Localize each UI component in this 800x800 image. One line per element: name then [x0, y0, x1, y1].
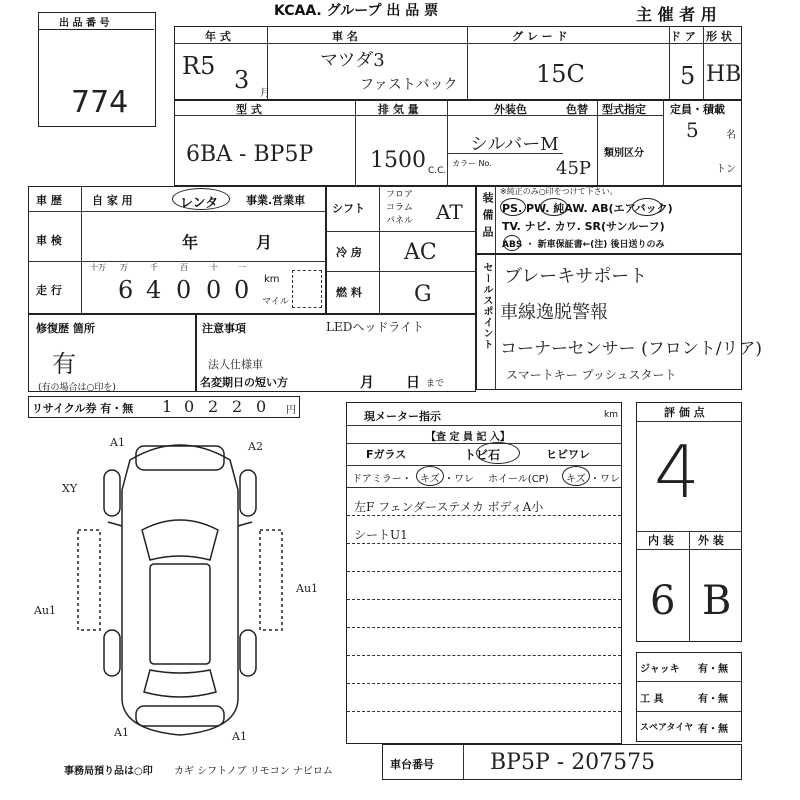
car-windshield: [142, 520, 218, 560]
mileage-digit-3: 0: [176, 276, 192, 304]
color-change: 色替: [566, 103, 588, 116]
car-name-1: マツダ3: [320, 50, 385, 71]
lot-number-box: [38, 12, 156, 127]
grade-label: グ レ ー ド: [512, 30, 568, 43]
recycle-digit-3: 2: [208, 397, 219, 416]
jack-label: ジャッキ: [640, 664, 680, 675]
cc-unit: C.C.: [428, 166, 447, 176]
class-label: 類別区分: [604, 148, 644, 159]
shape-label: 形 状: [706, 30, 732, 43]
sales-point-1: ブレーキサポート: [504, 266, 648, 287]
own-use: 自 家 用: [92, 194, 133, 207]
right-side-panel: [260, 530, 282, 630]
car-roof: [150, 564, 210, 664]
tobi-label: トビ石: [464, 448, 501, 462]
name-change-label: 名変期日の短い方: [200, 376, 288, 389]
inspection-comment-2: シートU1: [354, 528, 408, 542]
unit-100: 百: [180, 263, 188, 272]
shift-label: シフト: [332, 202, 365, 215]
color-no-label: カラー No.: [452, 159, 492, 168]
recycle-label: リサイクル券 有・無: [32, 402, 134, 415]
abs-circle: [503, 235, 521, 251]
wheel-ware: ・ワレ: [590, 474, 620, 485]
unit-10k: 万: [120, 263, 128, 272]
lot-number: 774: [71, 85, 129, 120]
model-label: 型 式: [236, 103, 262, 116]
mileage-digit-5: 0: [234, 276, 250, 304]
mileage-label: 走 行: [36, 284, 62, 297]
equipment-line-1: PS. PW. 純AW. AB(エアバック): [502, 202, 673, 215]
mirror-kizu-circle: [416, 466, 444, 486]
unit-1: 一: [238, 263, 246, 272]
mileage-digit-1: 6: [118, 276, 134, 304]
mirror-ware: ・ワレ: [444, 474, 474, 485]
year-label: 年 式: [205, 30, 231, 43]
sales-point-label: セールスポイント: [481, 262, 492, 350]
mirror-label: ドアミラー・: [352, 474, 412, 485]
right-front-wheel: [240, 470, 256, 516]
door-label: ド ア: [670, 30, 696, 43]
mileage-digit-2: 4: [146, 276, 162, 304]
notes-until: まで: [426, 379, 445, 389]
left-side-panel: [78, 530, 100, 630]
mark-a1-front: A1: [110, 436, 125, 449]
designation-label: 型式指定: [602, 103, 646, 116]
sales-point-2: 車線逸脱警報: [500, 302, 608, 323]
interior-label: 内 装: [648, 534, 674, 547]
shift-column: コラム: [386, 203, 413, 213]
notes-led: LEDヘッドライト: [326, 320, 424, 334]
recycle-unit: 円: [286, 405, 296, 416]
wheel-kizu: キズ: [566, 474, 586, 485]
inspection-comment-1: 左F フェンダーステメカ ボディA小: [354, 500, 544, 514]
exterior-label: 外 装: [698, 534, 724, 547]
exterior-score: B: [702, 578, 732, 624]
equipment-line-3: ABS ・ 新車保証書←(注) 後日送りのみ: [502, 240, 665, 250]
inspection-label: 車 検: [36, 234, 62, 247]
mileage-digit-4: 0: [206, 276, 222, 304]
hibi-label: ヒビワレ: [546, 448, 590, 461]
color-no: 45P: [556, 158, 592, 179]
mark-a1-rear-right: A1: [232, 730, 247, 743]
inspection-year: 年: [182, 233, 199, 252]
history-label: 車 歴: [36, 194, 62, 207]
car-label: 車 名: [332, 30, 358, 43]
lot-number-label: 出 品 番 号: [59, 18, 110, 29]
grade: 15C: [536, 60, 585, 88]
month: 3: [234, 66, 250, 94]
fuel-label: 燃 料: [336, 286, 362, 299]
notes-month: 月: [360, 375, 374, 391]
tobi-circle: [476, 442, 520, 464]
notes-day: 日: [406, 375, 420, 391]
mirror-kizu: キズ: [420, 474, 440, 485]
car-rear-window: [144, 670, 216, 697]
ps-circle: [500, 198, 526, 216]
business-use: 事業.営業車: [246, 194, 306, 207]
spare-yesno: 有・無: [698, 724, 728, 735]
office-items: カギ シフトノブ リモコン ナビロム: [174, 766, 333, 777]
ac-value: AC: [404, 240, 437, 265]
right-mirror: [238, 522, 252, 526]
ac-label: 冷 房: [336, 246, 362, 259]
wheel-label: ホイール(CP): [488, 474, 549, 485]
mark-a1-rear-left: A1: [114, 726, 129, 739]
mile-unit: マイル: [262, 297, 289, 307]
right-rear-wheel: [240, 630, 256, 676]
interior-score: 6: [650, 578, 676, 624]
left-mirror: [108, 522, 122, 526]
recycle-digit-5: 0: [256, 397, 267, 416]
chassis-label: 車台番号: [390, 758, 434, 771]
model: 6BA - BP5P: [186, 142, 314, 167]
repair-label: 修復歴 箇所: [36, 322, 95, 335]
recycle-digit-4: 2: [232, 397, 243, 416]
equipment-side-label: 装 備 品: [481, 192, 494, 238]
shape: HB: [706, 62, 742, 87]
unit-100k: 十万: [90, 263, 106, 272]
shift-floor: フロア: [386, 190, 414, 200]
fglass-label: Fガラス: [366, 448, 407, 461]
era: R5: [182, 52, 216, 80]
car-front-bumper: [136, 446, 224, 470]
mark-xy-left: XY: [62, 482, 78, 495]
tool-label: 工 具: [640, 694, 664, 705]
office-items-label: 事務局預り品は○印: [64, 766, 153, 777]
notes-label: 注意事項: [202, 322, 246, 335]
jack-yesno: 有・無: [698, 664, 728, 675]
ab-circle: [632, 198, 662, 216]
cap-unit: 名: [726, 130, 736, 141]
host-label: 主 催 者 用: [636, 5, 717, 24]
mark-au1-right: Au1: [296, 582, 319, 595]
km-unit: km: [264, 274, 280, 285]
car-diagram: [60, 430, 300, 750]
fuel-value: G: [414, 282, 432, 307]
sales-point-4: スマートキー プッシュスタート: [506, 368, 677, 382]
month-unit: 月: [260, 88, 270, 99]
chassis-number: BP5P - 207575: [490, 750, 656, 775]
equipment-line-2: TV. ナビ. カワ. SR(サンルーフ): [502, 220, 665, 233]
capacity-label: 定員・積載: [670, 103, 725, 116]
sales-point-3: コーナーセンサー (フロント/リア): [500, 339, 763, 359]
meter-km: km: [604, 410, 618, 420]
left-front-wheel: [104, 470, 120, 516]
wheel-kizu-circle: [562, 466, 590, 486]
recycle-digit-1: 1: [162, 397, 173, 416]
rental: レンタ: [180, 196, 219, 211]
capacity: 5: [686, 118, 699, 142]
color-label: 外装色: [494, 103, 527, 116]
doors: 5: [680, 62, 696, 90]
tool-yesno: 有・無: [698, 694, 728, 705]
ton-unit: トン: [716, 164, 736, 175]
mark-au1-left: Au1: [34, 604, 57, 617]
color: シルバーM: [470, 134, 559, 155]
car-body-outline: [122, 445, 238, 735]
org-title: KCAA. グループ 出 品 票: [274, 3, 439, 19]
rating-score: 4: [654, 430, 700, 514]
equipment-note: ※純正のみ○印をつけて下さい。: [500, 187, 618, 196]
shift-value: AT: [436, 200, 463, 224]
meter-label: 現メーター指示: [364, 410, 441, 423]
recycle-digit-2: 0: [184, 397, 195, 416]
pw-circle: [540, 198, 568, 216]
displacement: 1500: [370, 148, 426, 173]
disp-label: 排 気 量: [378, 103, 419, 116]
inspector-label: 【査 定 員 記 入】: [426, 432, 510, 443]
left-rear-wheel: [104, 630, 120, 676]
repair-note: (有の場合は○印を): [38, 383, 116, 393]
car-name-2: ファストバック: [360, 77, 458, 93]
rating-label: 評 価 点: [664, 406, 705, 419]
inspection-month: 月: [256, 233, 273, 252]
mark-a2-front: A2: [248, 440, 263, 453]
unit-10: 十: [210, 263, 218, 272]
repair-value: 有: [52, 350, 76, 378]
shift-panel: パネル: [386, 216, 414, 226]
notes-corp: 法人仕様車: [208, 358, 263, 371]
car-rear-bumper: [136, 706, 224, 726]
spare-label: スペアタイヤ: [640, 723, 694, 733]
unit-1k: 千: [150, 263, 158, 272]
